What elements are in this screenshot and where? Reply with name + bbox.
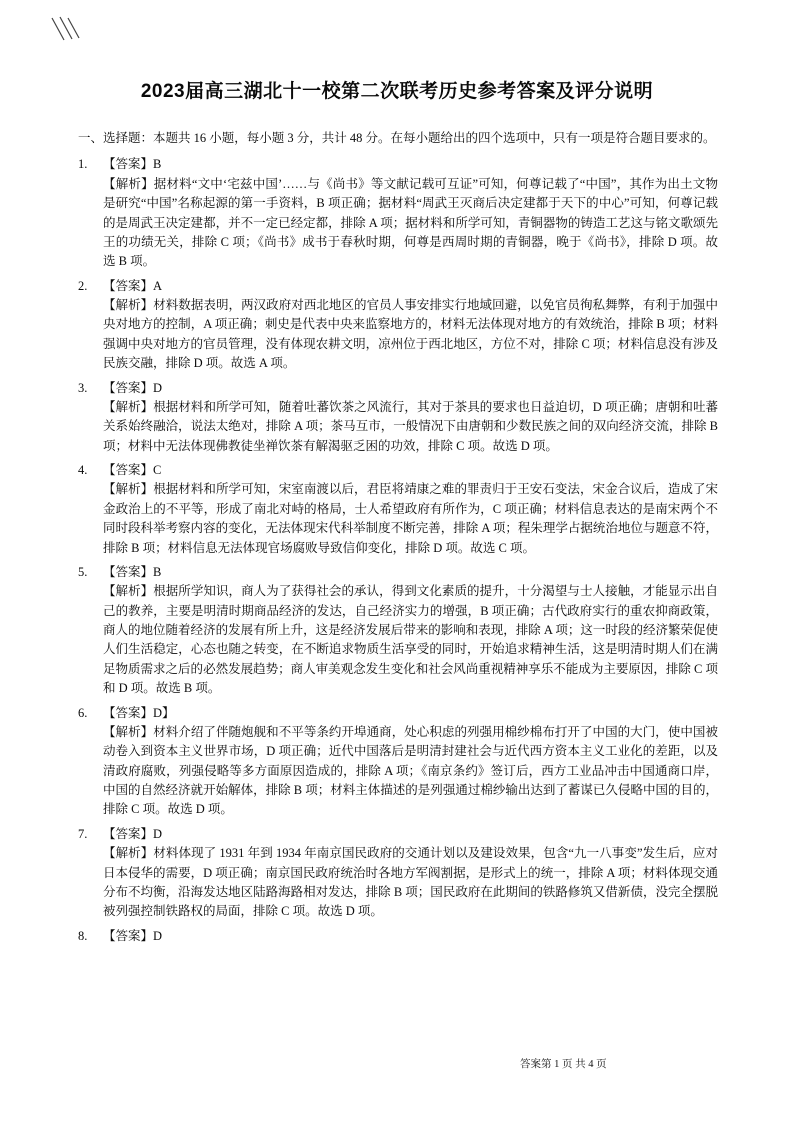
item-answer: 【答案】C: [103, 463, 162, 477]
item-answer: 【答案】D: [103, 928, 163, 943]
answer-item-2: [78, 277, 718, 374]
item-number: 8.: [78, 928, 88, 943]
item-answer: 【答案】D】: [103, 705, 175, 720]
answer-item-4: [78, 461, 718, 558]
page-title: 2023届高三湖北十一校第二次联考历史参考答案及评分说明: [140, 81, 654, 102]
item-analysis: 【解析】根据所学知识，商人为了获得社会的承认，得到文化素质的提升，十分渴望与士人接触，才能显示出自己的教养，主要是明清时期商品经济的发达，自己经济实力的增强，B 项正确；古代政府实行的重农抑商政策，商人的地位随着经济的发展有所上升，这是经济发展后带来的影响和表现，排除 A 项；这一时段的经济繁荣促使人们生活稳定，心态也随之转变，在不断追求物质生活享受的同时，开始追求精神生活，这是明清时期人们在满足物质需求之后的必然发展趋势；商人审美观念发生变化和社会风尚重视精神享乐不能成为主要原因，排除 C 项和 D 项。故选 B 项。: [103, 584, 718, 696]
answer-item-3: [78, 379, 718, 457]
item-analysis: 【解析】根据材料和所学可知，随着吐蕃饮茶之风流行，其对于茶具的要求也日益迫切，D 项正确；唐朝和吐蕃关系始终融洽，说法太绝对，排除 A 项；茶马互市，一般情况下由唐朝和少数民族之间的双向经济交流，排除 B 项；材料中无法体现佛教徒坐禅饮茶有解渴驱乏困的功效，排除 C 项。故选 D 项。: [103, 399, 718, 453]
answer-line: [78, 277, 718, 296]
answer-item-8: [78, 927, 718, 946]
item-number: 2.: [78, 278, 88, 293]
item-number: 1.: [78, 157, 88, 172]
item-number: 5.: [78, 564, 88, 579]
item-answer: 【答案】B: [103, 564, 162, 579]
answer-line: [78, 704, 718, 723]
corner-scribble-icon: [38, 12, 86, 50]
section-intro: 一、选择题：本题共 16 小题，每小题 3 分，共计 48 分。在每小题给出的四个选项中，只有一项是符合题目要求的。: [78, 131, 716, 145]
item-number: 3.: [78, 380, 88, 395]
item-number: 6.: [78, 705, 88, 720]
answer-line: [78, 461, 718, 480]
item-answer: 【答案】A: [103, 278, 163, 293]
answer-item-6: [78, 704, 718, 820]
answer-item-5: [78, 563, 718, 699]
answer-line: [78, 825, 718, 844]
item-analysis: 【解析】材料数据表明，两汉政府对西北地区的官员人事安排实行地域回避，以免官员徇私舞弊，有利于加强中央对地方的控制，A 项正确；刺史是代表中央来监察地方的，材料无法体现对地方的有效统治，排除 B 项；材料强调中央对地方的官员管理，没有体现农耕文明，凉州位于西北地区，方位不对，排除 C 项；材料信息没有涉及民族交融，排除 D 项。故选 A 项。: [103, 298, 718, 371]
item-analysis: 【解析】材料介绍了伴随炮舰和不平等条约开埠通商，处心积虑的列强用棉纱棉布打开了中国的大门，使中国被动卷入到资本主义世界市场，D 项正确；近代中国落后是明清封建社会与近代西方资本主义工业化的差距，以及清政府腐败，列强侵略等多方面原因造成的，排除 A 项；《南京条约》签订后，西方工业品冲击中国通商口岸，中国的自然经济就开始解体，排除 B 项；材料主体描述的是列强通过棉纱输出达到了蓄谋已久侵略中国的目的，排除 C 项。故选 D 项。: [103, 724, 718, 817]
item-answer: 【答案】B: [103, 157, 162, 172]
item-analysis: 【解析】据材料“文中‘宅兹中国’……与《尚书》等文献记载可互证”可知，何尊记载了“中国”，其作为出土文物是研究“中国”名称起源的第一手资料，B 项正确；据材料“周武王灭商后决定建都于天下的中心”可知，何尊记载的是周武王决定建都，并不一定已经定都，排除 A 项；据材料和所学可知，青铜器物的铸造工艺这与铭文歌颂先王的功绩无关，排除 C 项；《尚书》成书于春秋时期，何尊是西周时期的青铜器，晚于《尚书》，排除 D 项。故选 B 项。: [103, 176, 718, 269]
item-number: 7.: [78, 826, 88, 841]
answer-key-content: [78, 129, 718, 946]
item-analysis: 【解析】材料体现了 1931 年到 1934 年南京国民政府的交通计划以及建设效果，包含“九一八事变”发生后，应对日本侵华的需要，D 项正确；南京国民政府统治时各地方军阀割据，是形式上的统一，排除 A 项；材料体现交通分布不均衡，沿海发达地区陆路海路相对发达，排除 B 项；国民政府在此期间的铁路修筑又借新债，没完全摆脱被列强控制铁路权的局面，排除 C 项。故选 D 项。: [103, 846, 718, 919]
item-number: 4.: [78, 463, 88, 477]
answer-line: [78, 927, 718, 946]
answer-line: [78, 563, 718, 582]
page-footer: 答案第 1 页 共 4 页: [520, 1059, 607, 1070]
answer-item-7: [78, 825, 718, 922]
item-answer: 【答案】D: [103, 826, 163, 841]
answer-line: [78, 379, 718, 398]
item-answer: 【答案】D: [103, 380, 163, 395]
item-analysis: 【解析】根据材料和所学可知，宋室南渡以后，君臣将靖康之难的罪责归于王安石变法，宋金合议后，造成了宋金政治上的不平等，形成了南北对峙的格局，士人希望政府有所作为，C 项正确；材料信息表达的是南宋两个不同时段科举考察内容的变化，无法体现宋代科举制度不断完善，排除 A 项；程朱理学占据统治地位与题意不符，排除 B 项；材料信息无法体现官场腐败导致信仰变化，排除 D 项。故选 C 项。: [103, 482, 718, 555]
answer-line: [78, 155, 718, 174]
answer-item-1: [78, 155, 718, 271]
